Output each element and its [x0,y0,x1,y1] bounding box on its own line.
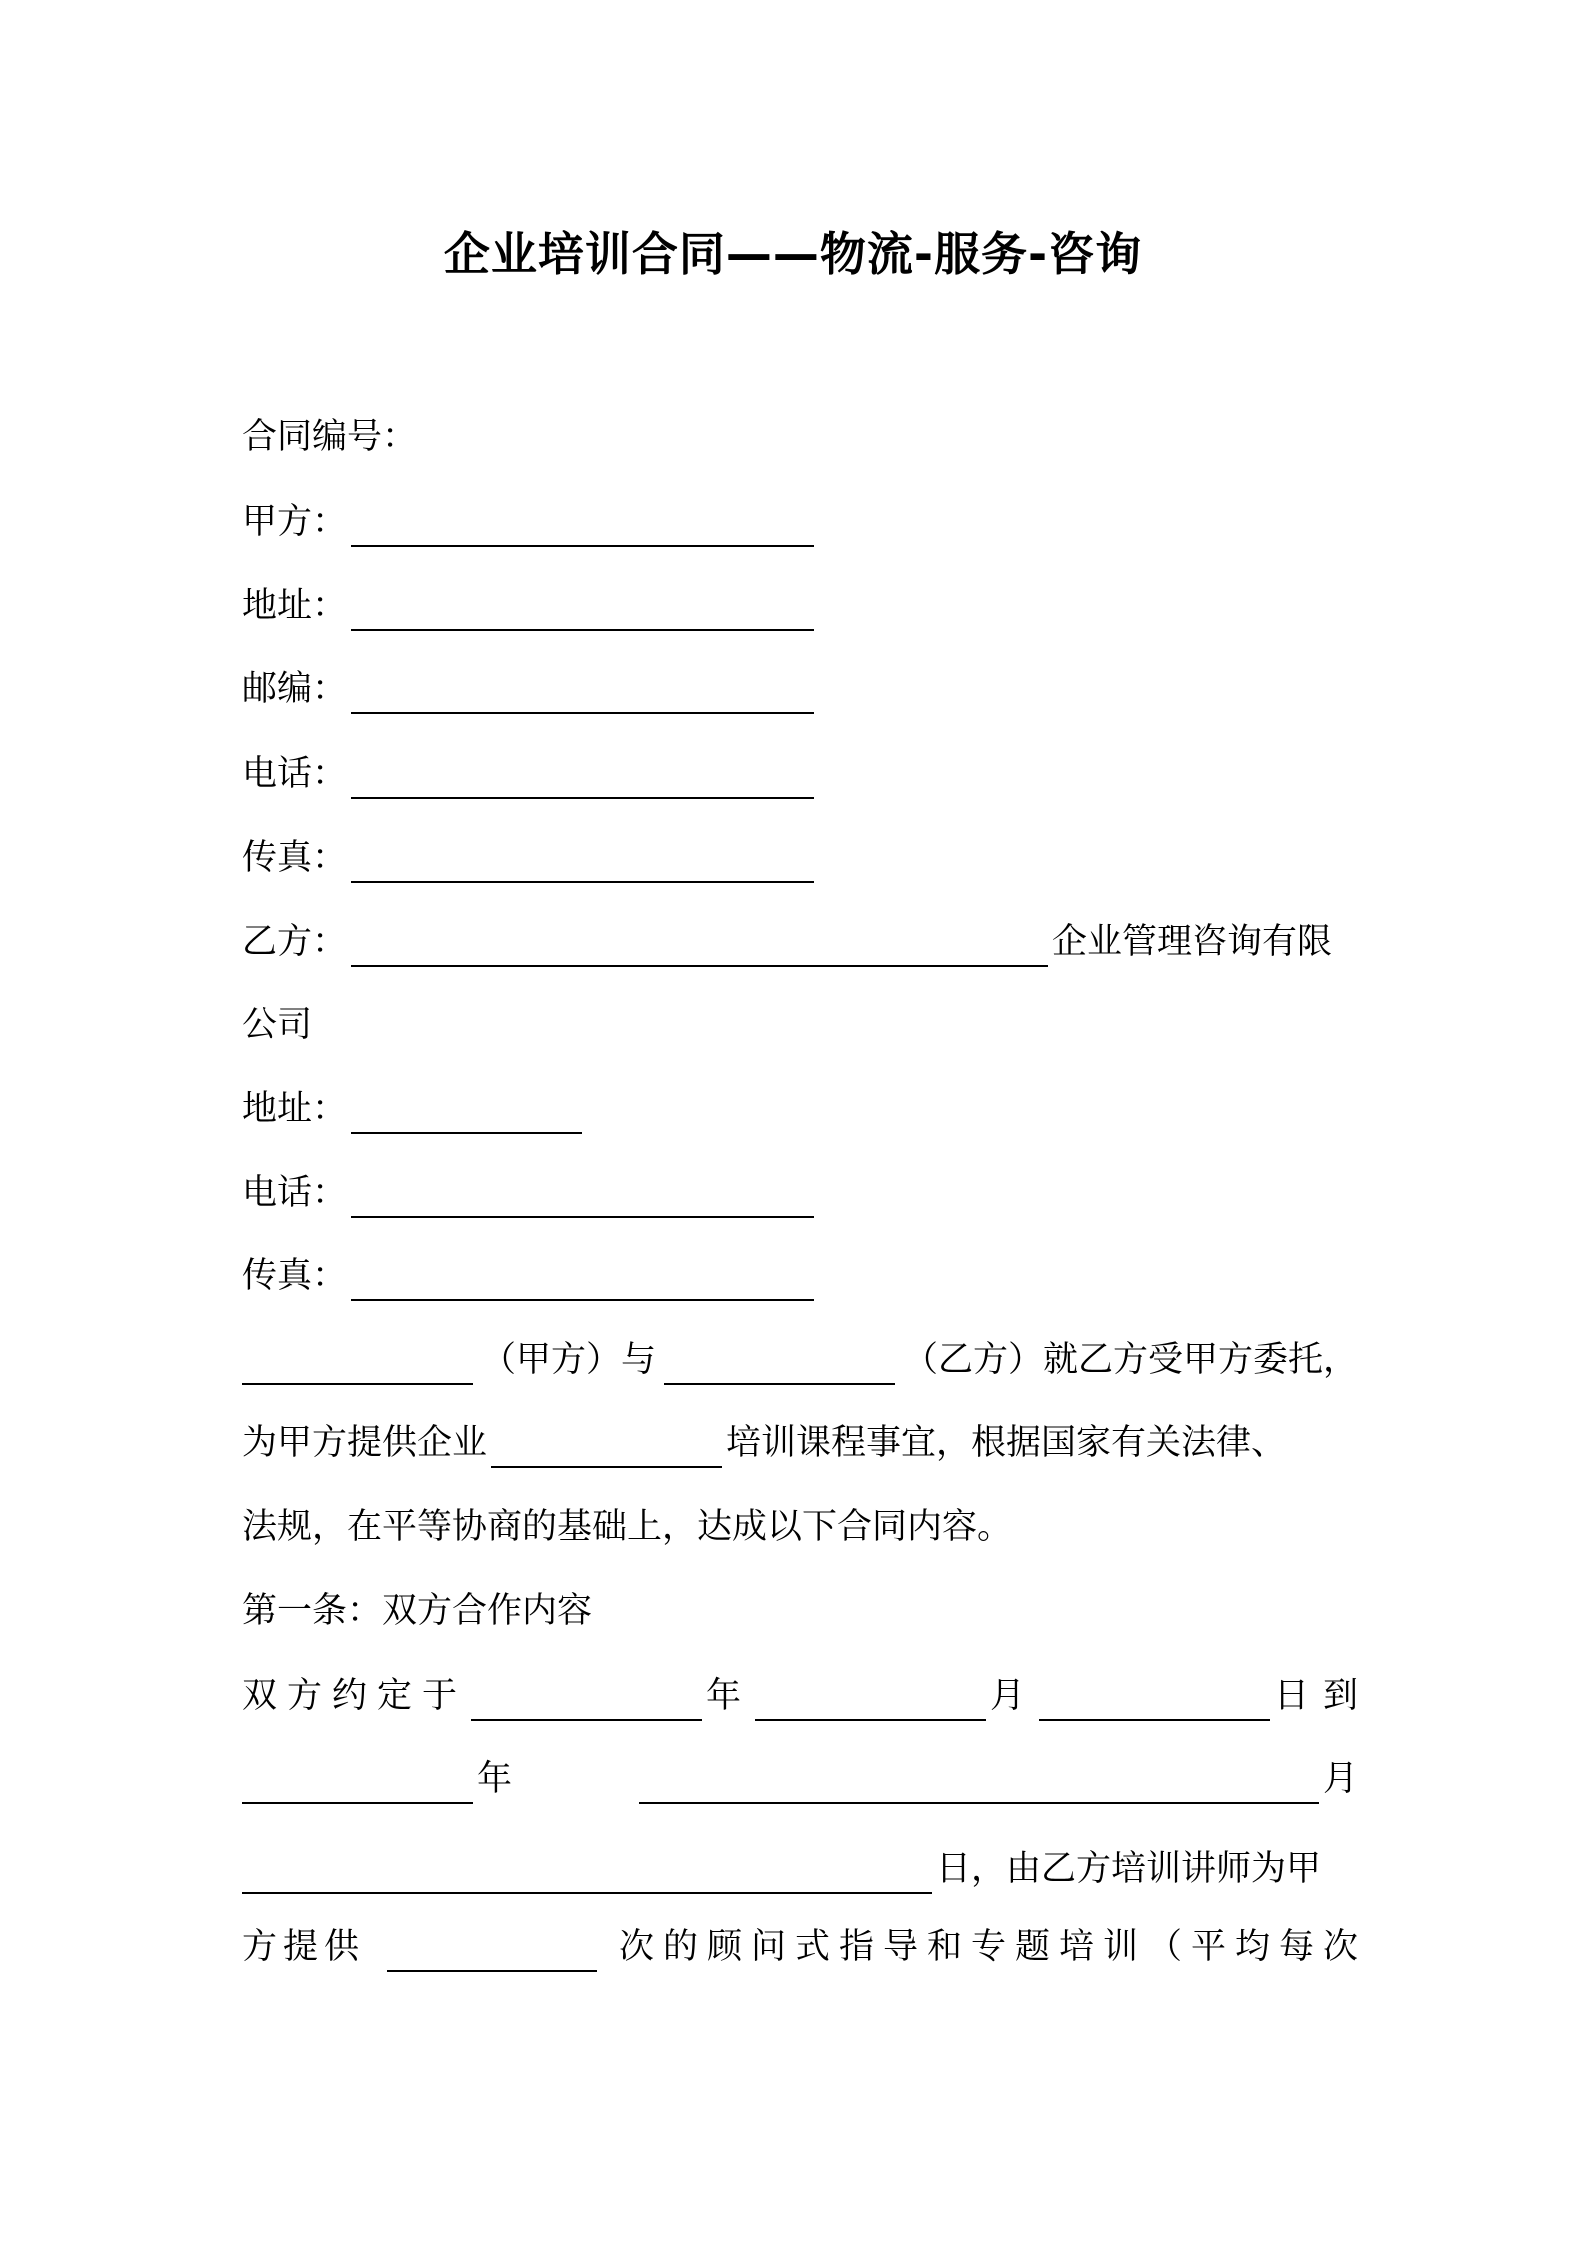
end-year-blank[interactable] [242,1764,473,1804]
article-1-line-2 [242,1754,1358,1804]
party-a-fax-label: 传真： [242,838,348,878]
party-a-fax-blank[interactable] [351,843,814,883]
article-text: 日，由乙方培训讲师为甲 [936,1849,1322,1889]
article-text: 年 [477,1759,513,1799]
party-b-address-label: 地址： [242,1089,348,1129]
article-1-line-1 [242,1671,1373,1721]
party-b-phone-blank[interactable] [351,1178,814,1218]
party-a-phone-label: 电话： [242,754,348,794]
party-b-blank[interactable] [351,927,1048,967]
party-b-line-2 [242,1000,312,1050]
article-1-line-4 [242,1922,1367,1972]
article-1-line-3 [242,1844,1321,1894]
intro-line-3 [242,1502,1012,1552]
party-b-phone-label: 电话： [242,1173,348,1213]
party-a-address-label: 地址： [242,586,348,626]
intro-text: 为甲方提供企业 [242,1423,488,1463]
intro-line-2 [242,1418,1286,1468]
party-b-line [242,917,1332,967]
party-b-suffix-2: 公司 [242,1005,313,1045]
article-text: 方提供 [242,1927,366,1967]
party-b-fax-line [242,1251,818,1301]
article-text: 月 [990,1676,1036,1716]
party-a-postcode-line [242,664,818,714]
article-1-heading [242,1586,592,1636]
article-text: 次的顾问式指导和专题培训（平均每次 [618,1927,1367,1967]
party-b-label: 乙方： [242,922,348,962]
article-text: 年 [706,1676,752,1716]
party-b-suffix: 企业管理咨询有限 [1052,922,1333,962]
intro-line-1 [242,1335,1358,1385]
party-b-fax-blank[interactable] [351,1261,814,1301]
party-b-name-blank[interactable] [664,1345,895,1385]
intro-text: 法规，在平等协商的基础上，达成以下合同内容。 [242,1507,1013,1547]
contract-number-line [242,412,417,462]
article-text: 双方约定于 [242,1676,468,1716]
article-text: 日到 [1274,1676,1373,1716]
start-year-blank[interactable] [471,1681,702,1721]
party-a-name-blank[interactable] [242,1345,473,1385]
end-month-blank[interactable] [639,1764,1319,1804]
party-a-address-blank[interactable] [351,591,814,631]
party-a-phone-blank[interactable] [351,759,814,799]
intro-text: （甲方）与 [480,1340,656,1380]
party-a-label: 甲方： [242,502,348,542]
party-a-address-line [242,581,818,631]
party-a-postcode-blank[interactable] [351,674,814,714]
contract-number-label: 合同编号： [242,417,418,457]
article-text: 月 [1322,1759,1358,1799]
document-title: 企业培训合同——物流-服务-咨询 [443,227,1143,281]
start-day-blank[interactable] [1039,1681,1270,1721]
course-blank[interactable] [491,1428,722,1468]
party-a-fax-line [242,833,818,883]
intro-text: 培训课程事宜，根据国家有关法律、 [726,1423,1287,1463]
party-b-fax-label: 传真： [242,1256,348,1296]
party-a-blank[interactable] [351,507,814,547]
party-a-line [242,497,818,547]
article-heading: 第一条：双方合作内容 [242,1591,593,1631]
party-a-phone-line [242,749,818,799]
party-a-postcode-label: 邮编： [242,669,348,709]
party-b-address-line [242,1084,586,1134]
intro-text: （乙方）就乙方受甲方委托， [902,1340,1358,1380]
session-count-blank[interactable] [387,1932,597,1972]
end-day-blank[interactable] [242,1854,932,1894]
start-month-blank[interactable] [755,1681,986,1721]
party-b-phone-line [242,1168,818,1218]
party-b-address-blank[interactable] [351,1094,582,1134]
